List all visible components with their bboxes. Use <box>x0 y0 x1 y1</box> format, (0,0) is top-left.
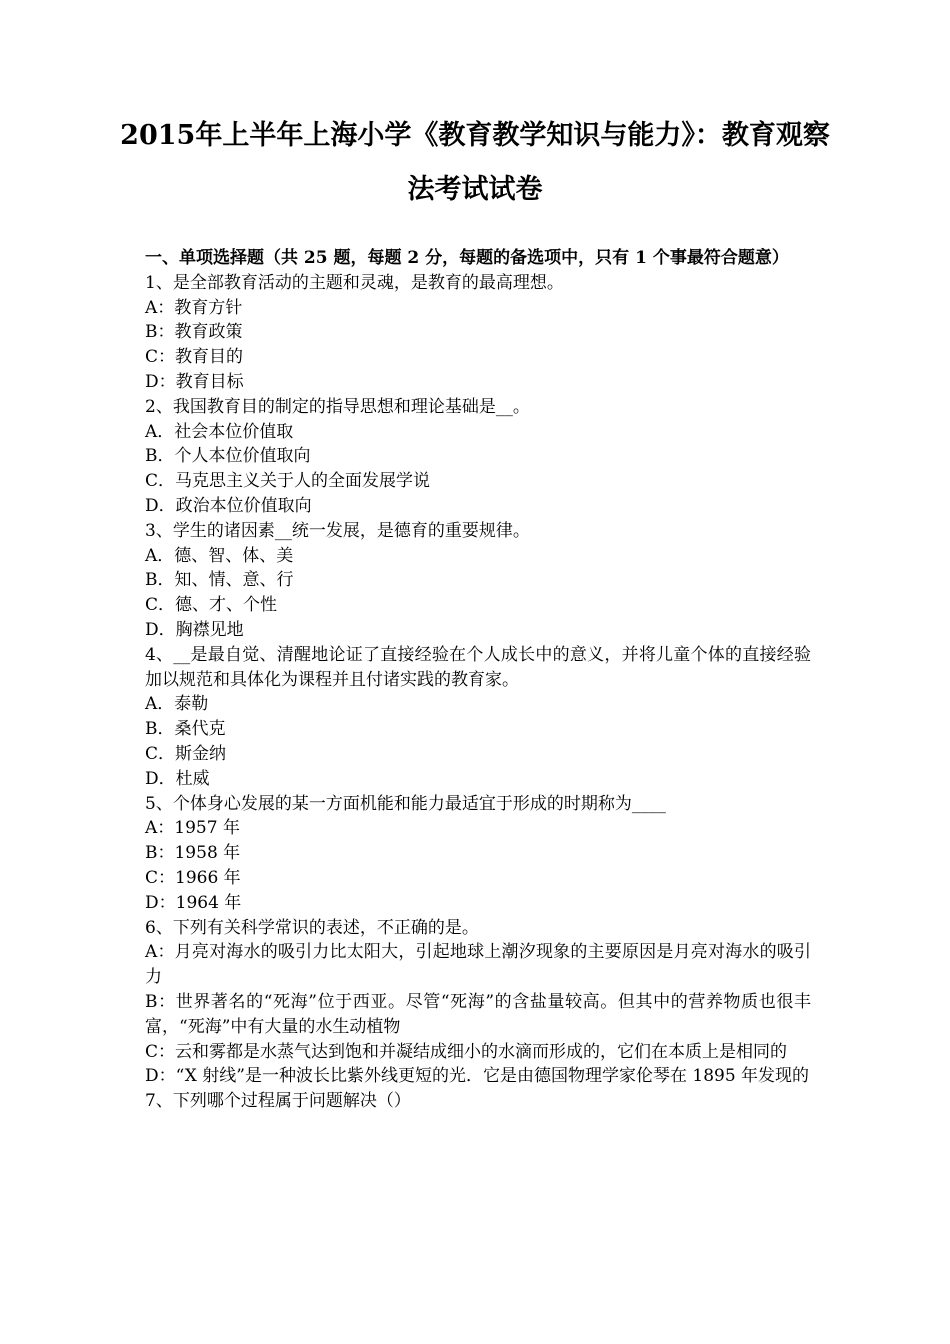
question-2 <box>145 395 811 519</box>
section-heading: 一、单项选择题（共 25 题，每题 2 分，每题的备选项中，只有 1 个事最符合题意） <box>145 248 789 268</box>
option-a: A．泰勒 <box>145 694 209 715</box>
question-4 <box>145 643 811 792</box>
option-b: B：1958 年 <box>145 843 241 864</box>
option-c: C：云和雾都是水蒸气达到饱和并凝结成细小的水滴而形成的，它们在本质上是相同的 <box>145 1041 788 1062</box>
option-d: D．胸襟见地 <box>145 619 244 640</box>
option-b: B：教育政策 <box>145 322 243 343</box>
option-c: C．斯金纳 <box>145 743 227 764</box>
option-d: D．杜威 <box>145 768 210 789</box>
option-a: A．社会本位价值取 <box>145 421 294 442</box>
document-title-line-2: 法考试试卷 <box>407 174 543 205</box>
option-c: C：教育目的 <box>145 347 244 368</box>
question-3 <box>145 519 811 643</box>
option-d: D：“X 射线”是一种波长比紫外线更短的光．它是由德国物理学家伦琴在 1895 年发现的 <box>145 1066 810 1087</box>
question-stem: 7、下列哪个过程属于问题解决（） <box>145 1091 411 1112</box>
question-stem: 4、__是最自觉、清醒地论证了直接经验在个人成长中的意义，并将儿童个体的直接经验加以规范和具体化为课程并且付诸实践的教育家。 <box>145 644 811 690</box>
question-stem: 5、个体身心发展的某一方面机能和能力最适宜于形成的时期称为____ <box>145 793 666 814</box>
option-a: A：1957 年 <box>145 818 240 839</box>
option-d: D：教育目标 <box>145 371 244 392</box>
option-b: B．知、情、意、行 <box>145 570 294 591</box>
option-b: B：世界著名的“死海”位于西亚。尽管“死海”的含盐量较高。但其中的营养物质也很丰富，“死海”中有大量的水生动植物 <box>145 991 811 1037</box>
option-c: C．马克思主义关于人的全面发展学说 <box>145 471 431 492</box>
option-a: A：月亮对海水的吸引力比太阳大，引起地球上潮汐现象的主要原因是月亮对海水的吸引力 <box>145 942 811 988</box>
question-1 <box>145 271 811 395</box>
option-d: D．政治本位价值取向 <box>145 495 312 516</box>
option-b: B．桑代克 <box>145 719 226 740</box>
option-c: C：1966 年 <box>145 867 241 888</box>
option-d: D：1964 年 <box>145 892 242 913</box>
option-c: C．德、才、个性 <box>145 595 278 616</box>
question-stem: 3、学生的诸因素__统一发展，是德育的重要规律。 <box>145 520 530 541</box>
document-body <box>145 246 811 1114</box>
option-a: A．德、智、体、美 <box>145 545 294 566</box>
question-stem: 6、下列有关科学常识的表述，不正确的是。 <box>145 917 479 938</box>
option-b: B．个人本位价值取向 <box>145 446 311 467</box>
option-a: A：教育方针 <box>145 297 243 318</box>
question-stem: 2、我国教育目的制定的指导思想和理论基础是__。 <box>145 396 530 417</box>
question-6 <box>145 916 811 1090</box>
document-title-line-1: 2015年上半年上海小学《教育教学知识与能力》：教育观察 <box>120 120 830 151</box>
question-7 <box>145 1089 811 1114</box>
question-stem: 1、是全部教育活动的主题和灵魂，是教育的最高理想。 <box>145 272 564 293</box>
question-5 <box>145 792 811 916</box>
